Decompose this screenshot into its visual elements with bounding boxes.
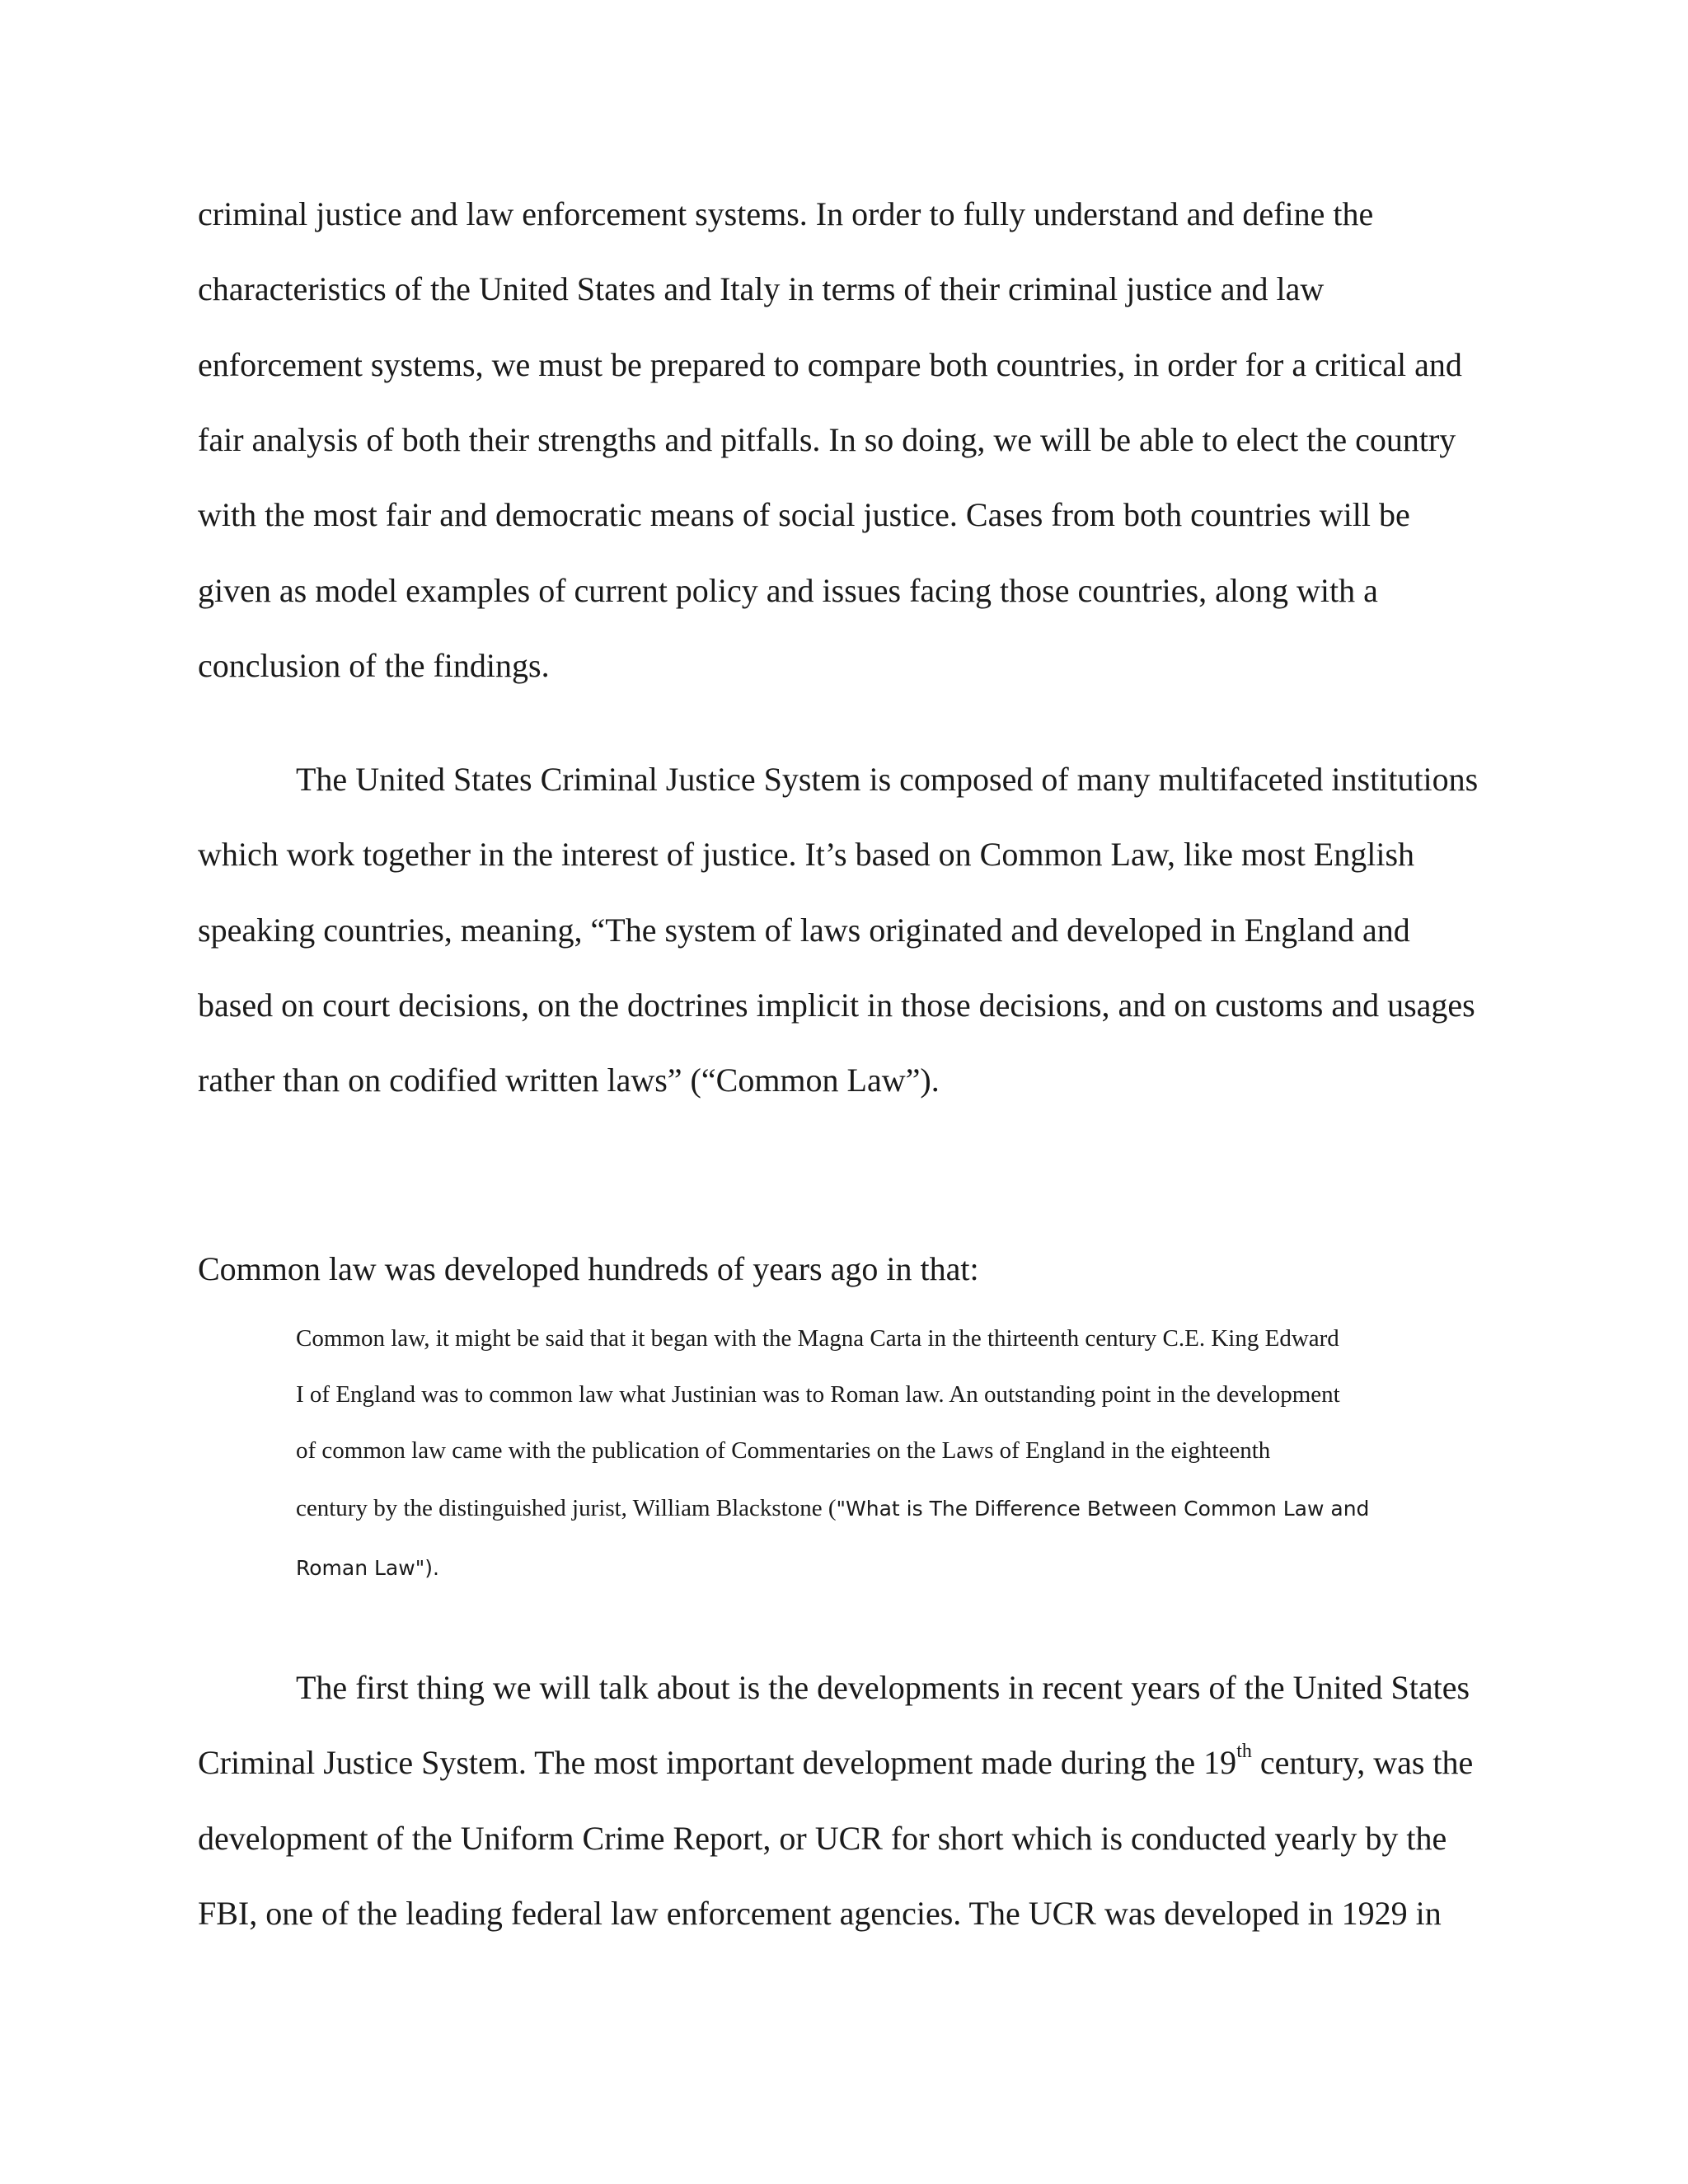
quote-line	[296, 1493, 1369, 1524]
text-line: The first thing we will talk about is the developments in recent years of the United States	[296, 1669, 1470, 1706]
text-line: The United States Criminal Justice System is composed of many multifaceted institutions	[296, 761, 1479, 798]
text-line: speaking countries, meaning, “The system of laws originated and developed in England and	[198, 912, 1410, 949]
text-line	[198, 1740, 1474, 1783]
text-line: conclusion of the findings.	[198, 647, 550, 684]
text-line: fair analysis of both their strengths and pitfalls. In so doing, we will be able to elect the country	[198, 421, 1456, 458]
text-line: which work together in the interest of justice. It’s based on Common Law, like most English	[198, 836, 1415, 873]
quote-citation: "What is The Difference Between Common Law and	[836, 1497, 1370, 1521]
text-line: development of the Uniform Crime Report, or UCR for short which is conducted yearly by the	[198, 1820, 1447, 1857]
quote-line: Common law, it might be said that it began with the Magna Carta in the thirteenth century C.E. King Edward	[296, 1325, 1339, 1352]
text-line: rather than on codified written laws” (“Common Law”).	[198, 1062, 940, 1099]
text-line: based on court decisions, on the doctrines implicit in those decisions, and on customs and usages	[198, 987, 1475, 1024]
text-segment: Criminal Justice System. The most important development made during the 19	[198, 1744, 1237, 1781]
text-line: criminal justice and law enforcement systems. In order to fully understand and define the	[198, 195, 1374, 232]
quote-line	[296, 1553, 439, 1583]
text-line: given as model examples of current policy and issues facing those countries, along with a	[198, 572, 1378, 609]
common-law-lead: Common law was developed hundreds of years ago in that:	[198, 1250, 979, 1287]
quote-line: I of England was to common law what Justinian was to Roman law. An outstanding point in the development	[296, 1381, 1340, 1408]
quote-text: century by the distinguished jurist, William Blackstone (	[296, 1495, 837, 1521]
text-segment: century, was the	[1251, 1744, 1474, 1781]
quote-citation: Roman Law").	[296, 1556, 439, 1580]
text-line: with the most fair and democratic means of social justice. Cases from both countries will be	[198, 496, 1410, 533]
ordinal-superscript: th	[1236, 1740, 1252, 1762]
text-line: enforcement systems, we must be prepared to compare both countries, in order for a critical and	[198, 346, 1462, 383]
quote-line: of common law came with the publication of Commentaries on the Laws of England in the eighteenth	[296, 1437, 1271, 1464]
text-line: FBI, one of the leading federal law enforcement agencies. The UCR was developed in 1929 in	[198, 1895, 1442, 1932]
text-line: characteristics of the United States and Italy in terms of their criminal justice and law	[198, 270, 1325, 307]
